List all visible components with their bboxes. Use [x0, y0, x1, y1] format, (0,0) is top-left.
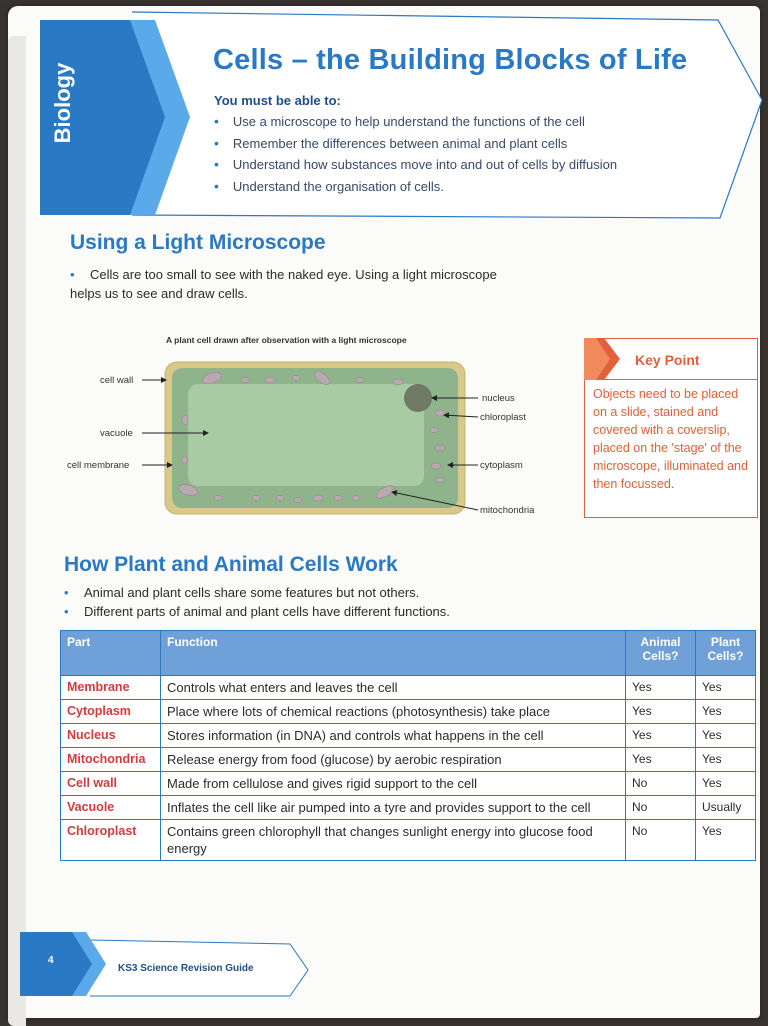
objective-item: • Use a microscope to help understand the functions of the cell — [214, 111, 617, 133]
bullet-item: • Different parts of animal and plant cells have different functions. — [64, 604, 450, 619]
table-row — [61, 748, 756, 772]
section-heading-microscope: Using a Light Microscope — [70, 231, 326, 254]
cell-function: Release energy from food (glucose) by aerobic respiration — [161, 748, 626, 772]
label-nucleus: nucleus — [482, 393, 515, 404]
objectives-list — [214, 111, 617, 197]
cell-animal: Yes — [626, 700, 696, 724]
cell-animal: No — [626, 772, 696, 796]
cell-animal: No — [626, 796, 696, 820]
cell-function: Place where lots of chemical reactions (photosynthesis) take place — [161, 700, 626, 724]
cell-part: Cell wall — [61, 772, 161, 796]
cell-animal: No — [626, 820, 696, 861]
cell-animal: Yes — [626, 724, 696, 748]
section1-bullets — [70, 265, 510, 303]
page-title: Cells – the Building Blocks of Life — [213, 44, 688, 76]
table-header-row — [61, 631, 756, 676]
cell-part: Membrane — [61, 676, 161, 700]
key-point-text: Objects need to be placed on a slide, stained and covered with a coverslip, placed on the 'stage' of the microscope, illuminated and then focussed. — [593, 387, 748, 491]
bullet-item: • Animal and plant cells share some features but not others. — [64, 585, 420, 600]
label-cell-wall: cell wall — [100, 375, 134, 386]
cell-part: Mitochondria — [61, 748, 161, 772]
header-animal: Animal Cells? — [626, 631, 696, 676]
section2-bullets — [64, 583, 584, 621]
cell-function: Made from cellulose and gives rigid support to the cell — [161, 772, 626, 796]
label-cytoplasm: cytoplasm — [480, 460, 523, 471]
cell-plant: Yes — [696, 676, 756, 700]
label-chloroplast: chloroplast — [480, 412, 526, 423]
table-row — [61, 772, 756, 796]
table-row — [61, 724, 756, 748]
header-function: Function — [161, 631, 626, 676]
header-plant: Plant Cells? — [696, 631, 756, 676]
cell-function: Inflates the cell like air pumped into a tyre and provides support to the cell — [161, 796, 626, 820]
key-point-arrow-icon — [584, 338, 620, 380]
cell-part: Vacuole — [61, 796, 161, 820]
objective-item: • Understand how substances move into and out of cells by diffusion — [214, 154, 617, 176]
nucleus-shape — [404, 384, 432, 412]
bullet-text: Animal and plant cells share some features but not others. — [84, 585, 420, 600]
key-point-title: Key Point — [635, 352, 700, 368]
cell-plant: Yes — [696, 700, 756, 724]
table-row — [61, 676, 756, 700]
table-row — [61, 796, 756, 820]
objective-item: • Remember the differences between animal and plant cells — [214, 133, 617, 155]
cell-plant: Yes — [696, 820, 756, 861]
cell-function: Stores information (in DNA) and controls what happens in the cell — [161, 724, 626, 748]
key-point-header — [585, 339, 757, 380]
plant-cell-diagram — [60, 350, 570, 530]
cell-function: Contains green chlorophyll that changes sunlight energy into glucose food energy — [161, 820, 626, 861]
cell-part: Cytoplasm — [61, 700, 161, 724]
subject-label: Biology — [50, 62, 75, 144]
page-number: 4 — [48, 955, 54, 966]
label-mitochondria: mitochondria — [480, 505, 535, 516]
header-part: Part — [61, 631, 161, 676]
book-title: KS3 Science Revision Guide — [118, 963, 254, 974]
cell-animal: Yes — [626, 748, 696, 772]
bullet-item: • Cells are too small to see with the naked eye. Using a light microscope helps us to see and draw cells. — [70, 267, 497, 301]
page-edge — [8, 36, 26, 1026]
section-heading-cells-work: How Plant and Animal Cells Work — [64, 553, 398, 576]
cell-part: Nucleus — [61, 724, 161, 748]
objective-item: • Understand the organisation of cells. — [214, 176, 617, 198]
cell-plant: Yes — [696, 748, 756, 772]
cell-plant: Yes — [696, 724, 756, 748]
vacuole-shape — [188, 384, 424, 486]
objectives-label: You must be able to: — [214, 93, 341, 108]
table-row — [61, 700, 756, 724]
table-row — [61, 820, 756, 861]
diagram-caption: A plant cell drawn after observation with a light microscope — [166, 335, 407, 345]
cell-function: Controls what enters and leaves the cell — [161, 676, 626, 700]
cell-part: Chloroplast — [61, 820, 161, 861]
bullet-text: Different parts of animal and plant cells have different functions. — [84, 604, 450, 619]
label-cell-membrane: cell membrane — [67, 460, 130, 471]
cell-plant: Yes — [696, 772, 756, 796]
label-vacuole: vacuole — [100, 428, 133, 439]
bullet-text: Cells are too small to see with the naked eye. Using a light microscope helps us to see and draw cells. — [70, 267, 497, 301]
cell-animal: Yes — [626, 676, 696, 700]
cell-plant: Usually — [696, 796, 756, 820]
cell-parts-table — [60, 630, 755, 861]
key-point-box — [584, 338, 758, 518]
